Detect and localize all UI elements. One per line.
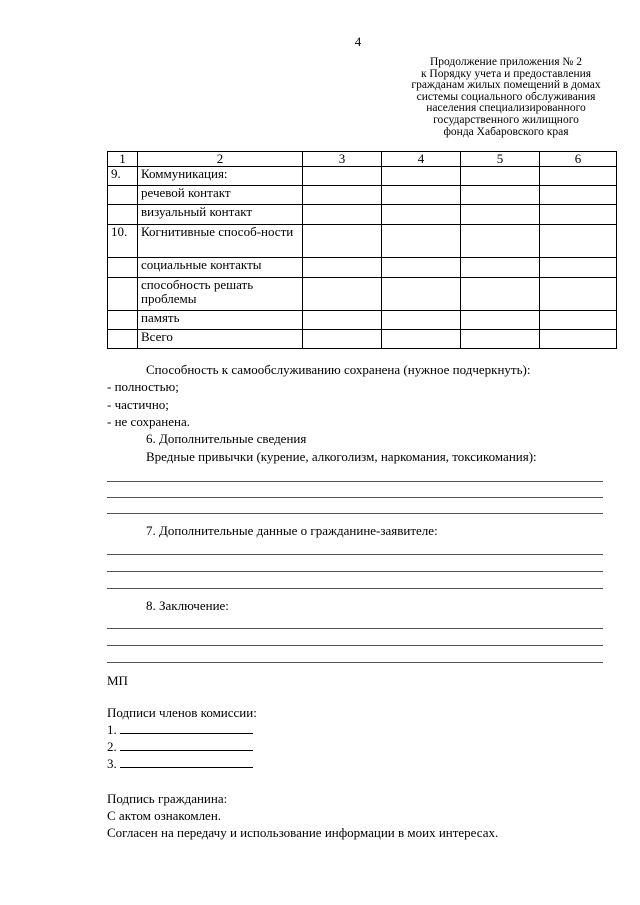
fill-line[interactable] xyxy=(107,554,603,555)
table-row xyxy=(108,311,617,330)
column-header: 2 xyxy=(138,152,303,167)
signature-line[interactable] xyxy=(120,755,253,768)
row-label: визуальный контакт xyxy=(138,205,303,225)
row-number: 9. xyxy=(108,167,138,186)
table-cell[interactable] xyxy=(382,225,461,258)
appendix-header-line: гражданам жилых помещений в домах xyxy=(411,79,601,92)
selfcare-option-full[interactable]: - полностью; xyxy=(107,379,179,394)
fill-line[interactable] xyxy=(107,628,603,629)
table-cell[interactable] xyxy=(461,278,540,311)
table-cell[interactable] xyxy=(382,311,461,330)
table-cell[interactable] xyxy=(540,205,617,225)
section-6-title: 6. Дополнительные сведения xyxy=(146,431,307,446)
row-number xyxy=(108,258,138,278)
table-cell[interactable] xyxy=(461,311,540,330)
fill-line[interactable] xyxy=(107,588,603,589)
row-number xyxy=(108,205,138,225)
table-cell[interactable] xyxy=(540,258,617,278)
table-cell[interactable] xyxy=(303,167,382,186)
table-cell[interactable] xyxy=(461,225,540,258)
signature-number: 1. xyxy=(107,722,117,737)
table-cell[interactable] xyxy=(303,330,382,349)
section-8-title: 8. Заключение: xyxy=(146,598,229,613)
row-number xyxy=(108,311,138,330)
table-cell[interactable] xyxy=(382,330,461,349)
row-number: 10. xyxy=(108,225,138,258)
acknowledgement-text: С актом ознакомлен. xyxy=(107,808,222,823)
table-cell[interactable] xyxy=(461,167,540,186)
row-number xyxy=(108,278,138,311)
column-header: 3 xyxy=(303,152,382,167)
page-number: 4 xyxy=(354,34,362,49)
row-label: способность решать проблемы xyxy=(138,278,303,311)
table-row xyxy=(108,330,617,349)
column-header: 5 xyxy=(461,152,540,167)
appendix-header-line: системы социального обслуживания xyxy=(416,90,596,103)
appendix-header-line: фонда Хабаровского края xyxy=(443,125,569,138)
row-number xyxy=(108,186,138,205)
table-row xyxy=(108,258,617,278)
signature-line[interactable] xyxy=(120,738,253,751)
appendix-header-line: населения специализированного xyxy=(426,102,586,115)
fill-line[interactable] xyxy=(107,645,603,646)
table-row xyxy=(108,167,617,186)
table-cell[interactable] xyxy=(303,225,382,258)
table-cell[interactable] xyxy=(540,167,617,186)
table-row xyxy=(108,278,617,311)
fill-line[interactable] xyxy=(107,497,603,498)
selfcare-heading: Способность к самообслуживанию сохранена (нужное подчеркнуть): xyxy=(146,362,531,377)
column-header: 6 xyxy=(540,152,617,167)
table-cell[interactable] xyxy=(382,186,461,205)
table-cell[interactable] xyxy=(382,278,461,311)
appendix-header-line: Продолжение приложения № 2 xyxy=(429,56,583,68)
stamp-place: МП xyxy=(107,673,128,688)
table-cell[interactable] xyxy=(382,258,461,278)
section-7-title: 7. Дополнительные данные о гражданине-заявителе: xyxy=(146,523,438,538)
commission-signature-row xyxy=(107,721,253,739)
commission-signatures-title: Подписи членов комиссии: xyxy=(107,705,257,720)
commission-signature-row xyxy=(107,755,253,773)
appendix-header xyxy=(388,57,624,138)
signature-number: 2. xyxy=(107,739,117,754)
selfcare-option-partial[interactable]: - частично; xyxy=(107,397,169,412)
signature-line[interactable] xyxy=(120,721,253,734)
table-header-row xyxy=(108,152,617,167)
column-header: 1 xyxy=(108,152,138,167)
table-row xyxy=(108,186,617,205)
row-label: память xyxy=(138,311,303,330)
commission-signature-row xyxy=(107,738,253,756)
table-row xyxy=(108,225,617,258)
row-label: Всего xyxy=(138,330,303,349)
table-cell[interactable] xyxy=(461,205,540,225)
table-cell[interactable] xyxy=(303,278,382,311)
table-cell[interactable] xyxy=(540,311,617,330)
row-label: Коммуникация: xyxy=(138,167,303,186)
row-label: речевой контакт xyxy=(138,186,303,205)
table-cell[interactable] xyxy=(303,258,382,278)
table-cell[interactable] xyxy=(540,330,617,349)
table-cell[interactable] xyxy=(461,258,540,278)
table-cell[interactable] xyxy=(303,186,382,205)
selfcare-option-none[interactable]: - не сохранена. xyxy=(107,414,190,429)
table-cell[interactable] xyxy=(540,278,617,311)
column-header: 4 xyxy=(382,152,461,167)
appendix-header-line: государственного жилищного xyxy=(433,113,579,126)
fill-line[interactable] xyxy=(107,513,603,514)
signature-number: 3. xyxy=(107,756,117,771)
table-cell[interactable] xyxy=(540,225,617,258)
citizen-signature-title: Подпись гражданина: xyxy=(107,791,228,806)
table-cell[interactable] xyxy=(303,311,382,330)
consent-text: Согласен на передачу и использование информации в моих интересах. xyxy=(107,825,499,840)
bad-habits-label: Вредные привычки (курение, алкоголизм, наркомания, токсикомания): xyxy=(146,449,537,464)
table-row xyxy=(108,205,617,225)
table-cell[interactable] xyxy=(382,205,461,225)
row-label: социальные контакты xyxy=(138,258,303,278)
table-cell[interactable] xyxy=(461,186,540,205)
table-cell[interactable] xyxy=(382,167,461,186)
row-number xyxy=(108,330,138,349)
row-label: Когнитивные способ-ности xyxy=(138,225,303,258)
fill-line[interactable] xyxy=(107,662,603,663)
fill-line[interactable] xyxy=(107,571,603,572)
appendix-header-line: к Порядку учета и предоставления xyxy=(420,67,592,80)
table-cell[interactable] xyxy=(540,186,617,205)
fill-line[interactable] xyxy=(107,481,603,482)
assessment-table xyxy=(107,151,617,349)
table-cell[interactable] xyxy=(461,330,540,349)
table-cell[interactable] xyxy=(303,205,382,225)
